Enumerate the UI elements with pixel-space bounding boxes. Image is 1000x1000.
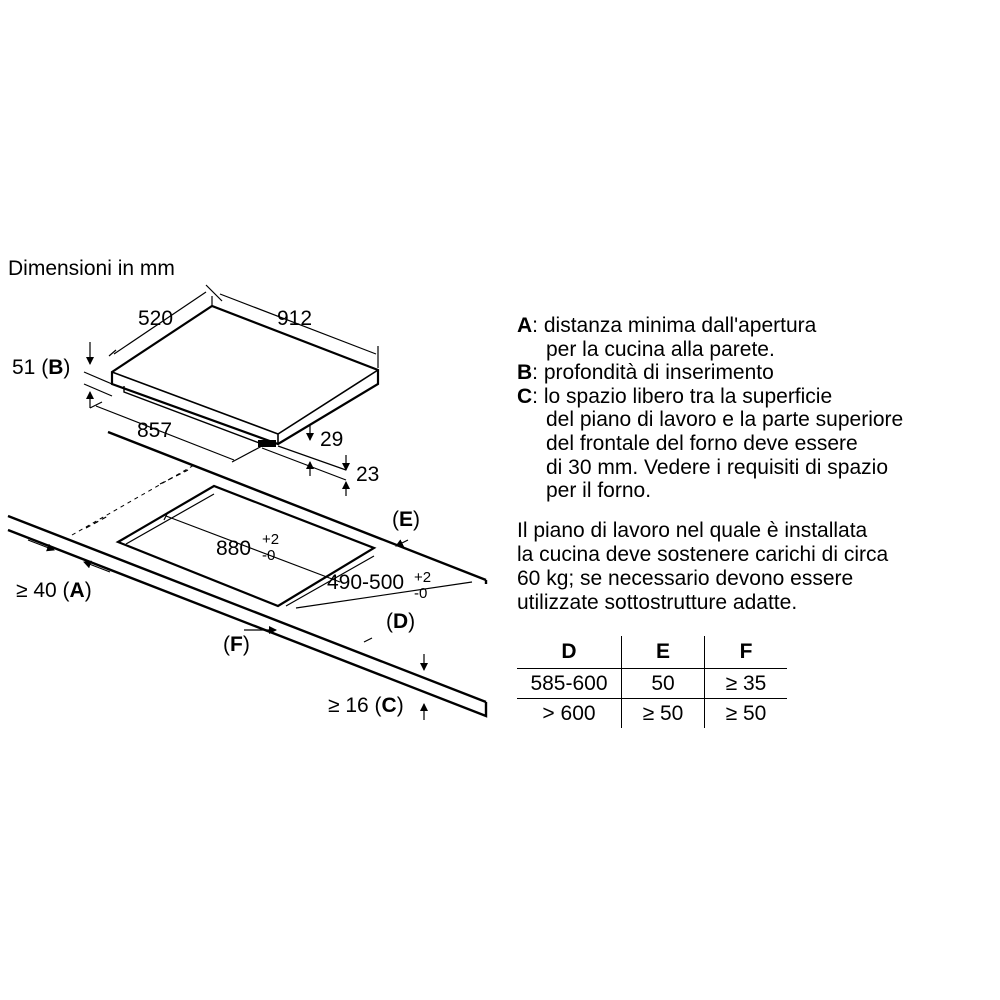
e-label: (E) [392, 508, 421, 531]
diagram-title: Dimensioni in mm [8, 257, 175, 280]
f-label: (F) [223, 633, 250, 656]
cutout-depth-label: 490-500 [327, 571, 405, 594]
legend-text: distanza minima dall'apertura [543, 314, 817, 337]
legend-text: per il forno. [546, 479, 652, 503]
cutout-depth-tol-minus: -0 [414, 585, 428, 602]
cutout-width-tol-plus: +2 [262, 531, 280, 548]
width-label: 912 [277, 307, 313, 330]
cutout-width-tol-minus: -0 [262, 547, 276, 564]
table-header: D [561, 640, 577, 663]
table-cell: ≥ 50 [622, 699, 705, 729]
legend-text: del piano di lavoro e la parte superiore [546, 408, 904, 432]
table-cell: ≥ 50 [705, 699, 788, 729]
thickness-label: 29 [320, 428, 344, 451]
depth-label: 520 [138, 307, 174, 330]
load-note [517, 519, 987, 615]
table-header: E [622, 636, 705, 669]
legend-item-c: C: lo spazio libero tra la superficie [517, 384, 833, 408]
legend-text: per la cucina alla parete. [546, 337, 775, 361]
c-dimension-label: ≥ 16 (C) [328, 694, 404, 717]
clearance-table [517, 636, 787, 728]
legend-text: di 30 mm. Vedere i requisiti di spazio [546, 455, 888, 479]
table-header-row [517, 636, 787, 669]
table-cell: 585-600 [517, 669, 622, 699]
note-line: 60 kg; se necessario devono essere [517, 567, 854, 590]
table-row [517, 699, 787, 729]
note-line: Il piano di lavoro nel quale è installata [517, 519, 868, 542]
a-dimension-label: ≥ 40 (A) [16, 579, 92, 602]
table-cell: > 600 [517, 699, 622, 729]
frame-label: 23 [356, 463, 380, 486]
table-header: F [705, 636, 788, 669]
legend-text: del frontale del forno deve essere [546, 431, 858, 455]
legend [517, 314, 987, 503]
note-line: la cucina deve sostenere carichi di circa [517, 543, 889, 566]
table-cell: ≥ 35 [705, 669, 788, 699]
legend-letter: C [517, 384, 533, 408]
cutout-depth-tol-plus: +2 [414, 569, 432, 586]
d-label: (D) [386, 610, 416, 633]
note-line: utilizzate sottostrutture adatte. [517, 591, 798, 614]
cutout-width-label: 880 [216, 537, 252, 560]
legend-letter: B [517, 361, 533, 385]
length-label: 857 [137, 419, 173, 442]
legend-item-b: B: profondità di inserimento [517, 361, 774, 385]
b-dimension-label: 51 (B) [12, 356, 71, 379]
legend-text: lo spazio libero tra la superficie [543, 384, 833, 408]
table-row [517, 669, 787, 699]
table-cell: 50 [622, 669, 705, 699]
legend-text: profondità di inserimento [543, 361, 774, 385]
legend-item-a: A: distanza minima dall'apertura [517, 314, 817, 337]
legend-letter: A [517, 314, 533, 337]
